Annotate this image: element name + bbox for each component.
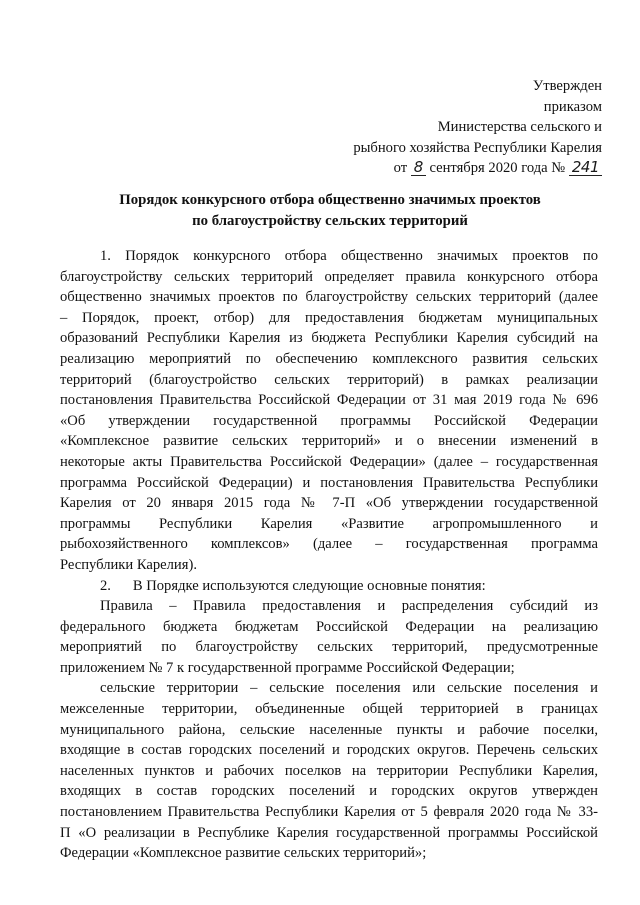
text-line: Правила – Правила предоставления и распределения субсидий из [100, 598, 598, 615]
text-line: территорий (благоустройство сельских территорий) в рамках реализации [60, 371, 598, 388]
handwritten-day: 8 [411, 160, 426, 176]
text-line: П «О реализации в Республике Карелия государственной программы Российской [60, 824, 598, 841]
document-body [60, 246, 598, 864]
approval-line: приказом [543, 98, 602, 115]
text-line: приложением № 7 к государственной программе Российской Федерации; [60, 659, 515, 676]
paragraph [60, 678, 598, 863]
text-line: благоустройству сельских территорий определяет правила конкурсного отбора [60, 268, 598, 285]
paragraph [60, 246, 598, 576]
text-line: Федерации «Комплексное развитие сельских территорий»; [60, 845, 427, 862]
text-line: общественно значимых проектов по благоустройству сельских территорий (далее [60, 289, 598, 306]
text-line: входящие в состав городских поселений и городских округов. Перечень сельских [60, 742, 598, 759]
text-line: межселенные территории, объединенные общей территорией в границах [60, 701, 598, 718]
paragraph [60, 596, 598, 678]
text-line: федерального бюджета бюджетам Российской Федерации на реализацию [60, 618, 598, 635]
date-rest: сентября 2020 года № [429, 160, 566, 176]
title-line: по благоустройству сельских территорий [192, 212, 468, 229]
text-line: сельские территории – сельские поселения или сельские поселения и [100, 680, 598, 697]
text-line: постановления Правительства Российской Федерации от 31 мая 2019 года № 696 [60, 392, 598, 409]
text-line: 2. В Порядке используются следующие основные понятия: [100, 577, 486, 594]
paragraph [60, 576, 598, 597]
text-line: Республики Карелия). [60, 556, 197, 573]
text-line: программа Российской Федерации) и постановления Правительства Республики [60, 474, 598, 491]
text-line: рыбохозяйственного комплексов» (далее – государственная программа [60, 536, 598, 553]
text-line: программы Республики Карелия «Развитие агропромышленного и [60, 515, 598, 532]
approval-line: Министерства сельского и [437, 119, 602, 135]
approval-line: рыбного хозяйства Республики Карелия [353, 139, 602, 156]
text-line: населенных пунктов и рабочих поселков на территории Республики Карелия, [60, 762, 598, 779]
text-line: Карелия от 20 января 2015 года № 7-П «Об утверждении государственной [60, 495, 598, 512]
document-title [60, 190, 600, 231]
handwritten-order-number: 241 [569, 160, 602, 176]
date-prefix: от [393, 160, 408, 176]
text-line: муниципального района, сельские населенные пункты и рабочие поселки, [60, 721, 598, 738]
approval-date-line [353, 158, 602, 179]
text-line: – Порядок, проект, отбор) для предоставления бюджетам муниципальных [60, 309, 598, 326]
title-line: Порядок конкурсного отбора общественно значимых проектов [119, 192, 541, 208]
text-line: «Об утверждении государственной программы Российской Федерации [60, 412, 598, 429]
text-line: «Комплексное развитие сельских территорий» и о внесении изменений в [60, 433, 598, 450]
approval-stamp [353, 76, 602, 179]
text-line: постановлением Правительства Республики Карелия от 5 февраля 2020 года № 33- [60, 804, 598, 821]
text-line: реализацию мероприятий по обеспечению комплексного развития сельских [60, 350, 598, 367]
text-line: некоторые акты Правительства Российской Федерации» (далее – государственная [60, 453, 598, 470]
text-line: образований Республики Карелия из бюджета Республики Карелия субсидий на [60, 330, 598, 347]
approval-line: Утвержден [532, 78, 602, 94]
text-line: мероприятий по благоустройству сельских территорий, предусмотренные [60, 639, 598, 656]
text-line: входящих в состав городских поселений и городских округов утвержден [60, 783, 598, 800]
text-line: 1. Порядок конкурсного отбора общественно значимых проектов по [100, 248, 598, 264]
